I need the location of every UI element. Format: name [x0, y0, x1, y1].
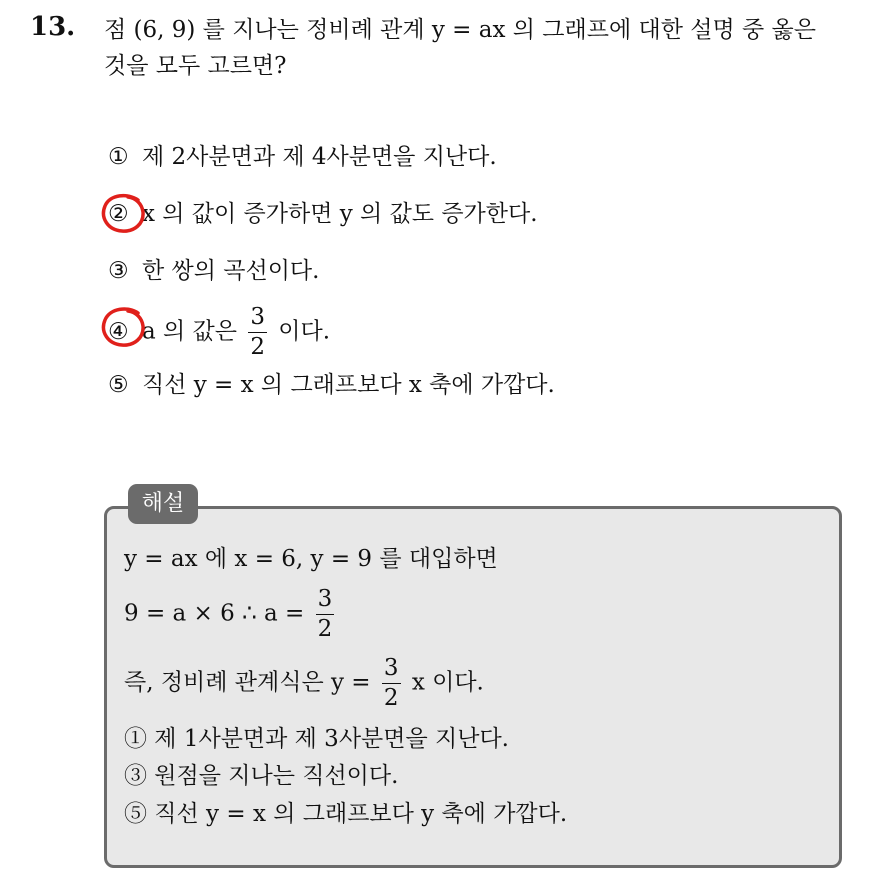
selected-circle-mark-option-2 — [98, 190, 150, 238]
question-number: 13. — [30, 12, 76, 42]
question-stem — [104, 12, 864, 84]
option-5[interactable] — [108, 369, 555, 401]
solution-line-5: ③ 원점을 지나는 직선이다. — [124, 763, 399, 789]
solution-line-3-text-post: x 이다. — [411, 669, 484, 696]
solution-line-1: y = ax 에 x = 6, y = 9 를 대입하면 — [124, 546, 498, 572]
solution-line-6: ⑤ 직선 y = x 의 그래프보다 y 축에 가깝다. — [124, 801, 568, 827]
option-3[interactable] — [108, 255, 319, 287]
option-4-fraction: $\frac{3}{2}$ — [250, 304, 265, 360]
option-1-text: 제 2사분면과 제 4사분면을 지난다. — [142, 144, 497, 170]
solution-line-4: ① 제 1사분면과 제 3사분면을 지난다. — [124, 726, 509, 752]
solution-line-3 — [124, 657, 484, 710]
option-5-marker: ⑤ — [108, 372, 129, 398]
stem-line-2: 것을 모두 고르면? — [104, 53, 287, 79]
option-1-marker: ① — [108, 144, 129, 170]
option-2-marker: ② — [108, 201, 129, 227]
option-4-marker: ④ — [108, 318, 129, 345]
option-2[interactable] — [108, 198, 538, 230]
option-4-text-pre: a 의 값은 — [142, 318, 237, 345]
solution-line-2-text: 9 = a × 6 ∴ a = — [124, 600, 305, 627]
option-5-text: 직선 y = x 의 그래프보다 x 축에 가깝다. — [142, 372, 555, 398]
option-4-text-post: 이다. — [278, 318, 331, 345]
stem-line-1: 점 (6, 9) 를 지나는 정비례 관계 y = ax 의 그래프에 대한 설명 중 옳은 — [104, 17, 816, 43]
solution-line-2-fraction: $\frac{3}{2}$ — [317, 586, 333, 642]
option-3-text: 한 쌍의 곡선이다. — [142, 258, 320, 284]
solution-line-3-text-pre: 즉, 정비례 관계식은 y = — [124, 669, 371, 696]
option-1[interactable] — [108, 141, 497, 173]
solution-tag: 해설 — [128, 484, 198, 524]
option-3-marker: ③ — [108, 258, 129, 284]
option-2-text: x 의 값이 증가하면 y 의 값도 증가한다. — [142, 201, 538, 227]
selected-circle-mark-option-4 — [98, 304, 150, 352]
solution-line-3-fraction: $\frac{3}{2}$ — [383, 655, 399, 711]
solution-line-2 — [124, 588, 338, 641]
